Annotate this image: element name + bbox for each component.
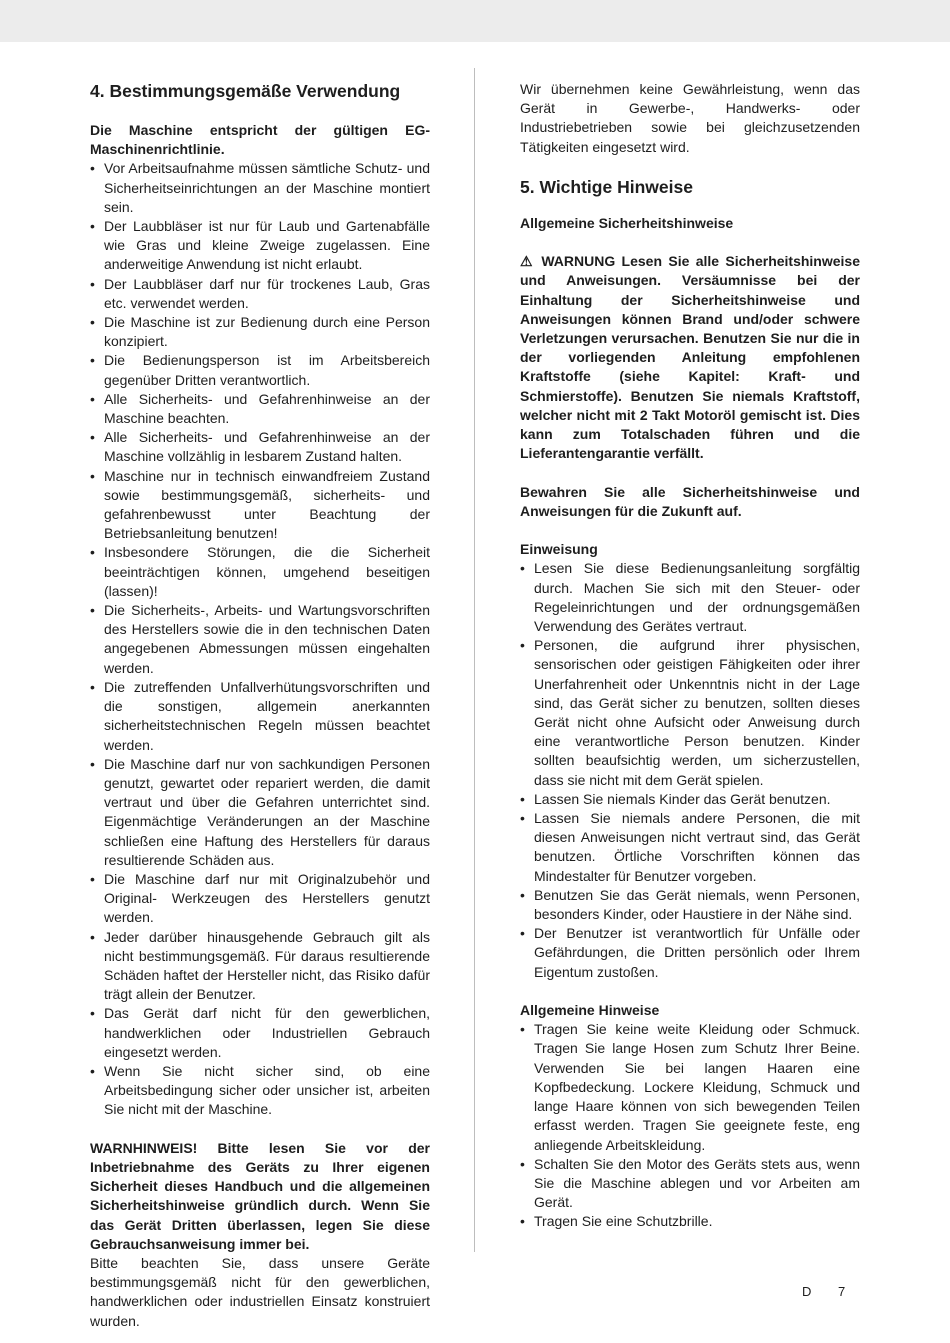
section-5-heading: 5. Wichtige Hinweise — [520, 176, 693, 197]
bullet-icon: • — [90, 928, 95, 945]
top-margin-band — [0, 0, 950, 42]
bullet-icon: • — [520, 560, 525, 577]
bullet-icon: • — [90, 160, 95, 177]
bullet-icon: • — [90, 602, 95, 619]
warnhinweis-paragraph: WARNHINWEIS! Bitte lesen Sie vor der Inbetriebnahme des Geräts zu Ihrer eigenen Sicherheit dieses Handbuch und die allgemeinen Sicherheitshinweise gründlich durch. Wenn Sie das Gerät Dritten überlassen, legen Sie diese Gebrauchsanweisung immer bei. — [90, 1139, 430, 1252]
bullet-icon: • — [90, 467, 95, 484]
column-divider — [474, 68, 475, 1252]
bullet-icon: • — [520, 886, 525, 903]
list-item: • Jeder darüber hinausgehende Gebrauch gilt als nicht bestimmungsgemäß. Für daraus resultierende Schäden haftet der Hersteller nicht, das Risiko dafür trägt allein der Benutzer. — [90, 928, 430, 1003]
left-column — [90, 80, 430, 1331]
language-marker: D — [802, 1284, 812, 1299]
bullet-icon: • — [90, 429, 95, 446]
bullet-icon: • — [90, 275, 95, 292]
section-4-heading: 4. Bestimmungsgemäße Verwendung — [90, 81, 401, 101]
closing-paragraph: Bitte beachten Sie, dass unsere Geräte bestimmungsgemäß nicht für den gewerblichen, handwerklichen oder industriellen Einsatz konstruiert wurden. — [90, 1254, 430, 1329]
list-item: • Die Maschine darf nur mit Originalzubehör und Original- Werkzeugen des Herstellers genutzt werden. — [90, 870, 430, 926]
bullet-icon: • — [520, 925, 525, 942]
bullet-icon: • — [90, 352, 95, 369]
list-item: • Tragen Sie eine Schutzbrille. — [520, 1212, 860, 1231]
list-item: • Lesen Sie diese Bedienungsanleitung sorgfältig durch. Machen Sie sich mit den Steuer- oder Regeleinrichtungen und der ordnungsgemäßen Verwendung des Gerätes vertraut. — [520, 560, 860, 635]
list-item: • Die Maschine darf nur von sachkundigen Personen genutzt, gewartet oder repariert werden, die damit vertraut und über die Gefahren unterrichtet sind. Eigenmächtige Veränderungen an der Maschine schließen eine Haftung des Herstellers für daraus resultierende Schäden aus. — [90, 755, 430, 868]
list-item: • Die Sicherheits-, Arbeits- und Wartungsvorschriften des Herstellers sowie die in den technischen Daten angegebenen Abmessungen müssen eingehalten werden. — [90, 602, 430, 676]
bullet-icon: • — [90, 390, 95, 407]
list-item: • Benutzen Sie das Gerät niemals, wenn Personen, besonders Kinder, oder Haustiere in der Nähe sind. — [520, 886, 860, 923]
list-item: • Der Laubbläser ist nur für Laub und Gartenabfälle wie Gras und kleine Zweige zugelassen. Eine anderweitige Anwendung ist nicht erlaubt. — [90, 218, 430, 273]
bullet-icon: • — [90, 1005, 95, 1022]
bullet-icon: • — [520, 637, 525, 654]
list-item: • Maschine nur in technisch einwandfreiem Zustand sowie bestimmungsgemäß, sicherheits- und gefahrenbewusst unter Beachtung der Betriebsanleitung benutzen! — [90, 467, 430, 542]
bullet-icon: • — [90, 218, 95, 235]
list-item: • Lassen Sie niemals Kinder das Gerät benutzen. — [520, 790, 860, 809]
bullet-icon: • — [90, 544, 95, 561]
bullet-icon: • — [90, 755, 95, 772]
list-item: • Das Gerät darf nicht für den gewerblichen, handwerklichen oder Industriellen Gebrauch eingesetzt werden. — [90, 1005, 430, 1060]
continuation-paragraph: Wir übernehmen keine Gewährleistung, wenn das Gerät in Gewerbe-, Handwerks- oder Industriebetrieben sowie bei gleichzusetzenden Tätigkeiten eingesetzt wird. — [520, 81, 860, 155]
bullet-icon: • — [520, 790, 525, 807]
list-item: • Lassen Sie niemals andere Personen, die mit diesen Anweisungen nicht vertraut sind, das Gerät benutzen. Örtliche Vorschriften können das Mindestalter für Benutzer vorgeben. — [520, 810, 860, 884]
bullet-icon: • — [520, 1021, 525, 1038]
list-item: • Schalten Sie den Motor des Geräts stets aus, wenn Sie die Maschine ablegen und vor Arbeiten am Gerät. — [520, 1155, 860, 1211]
right-column — [520, 80, 860, 1232]
list-item: • Personen, die aufgrund ihrer physischen, sensorischen oder geistigen Fähigkeiten oder ihrer Unerfahrenheit oder Unkenntnis nicht in der Lage sind, das Gerät sicher zu benutzen, sollten dieses Gerät nicht ohne Aufsicht oder Anweisung durch eine verantwortliche Person benutzen. Kinder sollten beaufsichtig werden, um sicherzustellen, dass sie nicht mit dem Gerät spielen. — [520, 637, 860, 788]
list-item: • Tragen Sie keine weite Kleidung oder Schmuck. Tragen Sie lange Hosen zum Schutz Ihrer Beine. Verwenden Sie bei langen Haaren eine Kopfbedeckung. Lockere Kleidung, Schmuck und lange Haare können von sich bewegenden Teilen erfasst werden. Tragen Sie geeignete feste, eng anliegende Arbeitskleidung. — [520, 1021, 860, 1153]
list-item: • Alle Sicherheits- und Gefahrenhinweise an der Maschine vollzählig in lesbarem Zustand halten. — [90, 429, 430, 465]
bullet-icon: • — [90, 870, 95, 887]
list-item: • Vor Arbeitsaufnahme müssen sämtliche Schutz- und Sicherheitseinrichtungen an der Maschine montiert sein. — [90, 160, 430, 215]
keep-instructions-paragraph: Bewahren Sie alle Sicherheitshinweise und Anweisungen für die Zukunft auf. — [520, 483, 860, 519]
bullet-icon: • — [90, 678, 95, 695]
page-number: 7 — [838, 1284, 846, 1299]
einweisung-list — [520, 559, 860, 981]
bullet-icon: • — [520, 810, 525, 827]
section-4-intro: Die Maschine entspricht der gültigen EG-Maschinenrichtlinie. — [90, 122, 430, 158]
general-notes-heading: Allgemeine Hinweise — [520, 1002, 660, 1019]
bullet-icon: • — [90, 1062, 95, 1079]
section-4-list — [90, 159, 430, 1119]
list-item: • Die zutreffenden Unfallverhütungsvorschriften und die sonstigen, allgemein anerkannten sicherheitstechnischen Regeln müssen beachtet werden. — [90, 678, 430, 753]
warning-triangle-icon: ⚠ — [520, 253, 535, 270]
bullet-icon: • — [520, 1155, 525, 1172]
list-item: • Alle Sicherheits- und Gefahrenhinweise an der Maschine beachten. — [90, 390, 430, 427]
bullet-icon: • — [520, 1213, 525, 1230]
list-item: • Wenn Sie nicht sicher sind, ob eine Arbeitsbedingung sicher oder unsicher ist, arbeiten Sie nicht mit der Maschine. — [90, 1062, 430, 1118]
list-item: • Der Benutzer ist verantwortlich für Unfälle oder Gefährdungen, die Dritten persönlich oder Ihrem Eigentum zustoßen. — [520, 925, 860, 980]
list-item: • Die Bedienungsperson ist im Arbeitsbereich gegenüber Dritten verantwortlich. — [90, 352, 430, 388]
general-notes-list — [520, 1020, 860, 1231]
list-item: • Die Maschine ist zur Bedienung durch eine Person konzipiert. — [90, 314, 430, 350]
warning-paragraph: ⚠ WARNUNG Lesen Sie alle Sicherheitshinweise und Anweisungen. Versäumnisse bei der Einhaltung der Sicherheitshinweise und Anweisungen können Brand und/oder schwere Verletzungen verursachen. Benutzen Sie nur die in der vorliegenden Anleitung empfohlenen Kraftstoffe (siehe Kapitel: Kraft- und Schmierstoffe). Benutzen Sie niemals Kraftstoff, welcher nicht mit 2 Takt Motoröl gemischt ist. Dies kann zum Totalschaden führen und die Lieferantengarantie verfällt. — [520, 253, 860, 462]
einweisung-heading: Einweisung — [520, 541, 598, 558]
list-item: • Insbesondere Störungen, die die Sicherheit beeinträchtigen können, umgehend beseitigen (lassen)! — [90, 544, 430, 599]
bullet-icon: • — [90, 314, 95, 331]
list-item: • Der Laubbläser darf nur für trockenes Laub, Gras etc. verwendet werden. — [90, 275, 430, 311]
general-safety-subheading: Allgemeine Sicherheitshinweise — [520, 214, 734, 231]
